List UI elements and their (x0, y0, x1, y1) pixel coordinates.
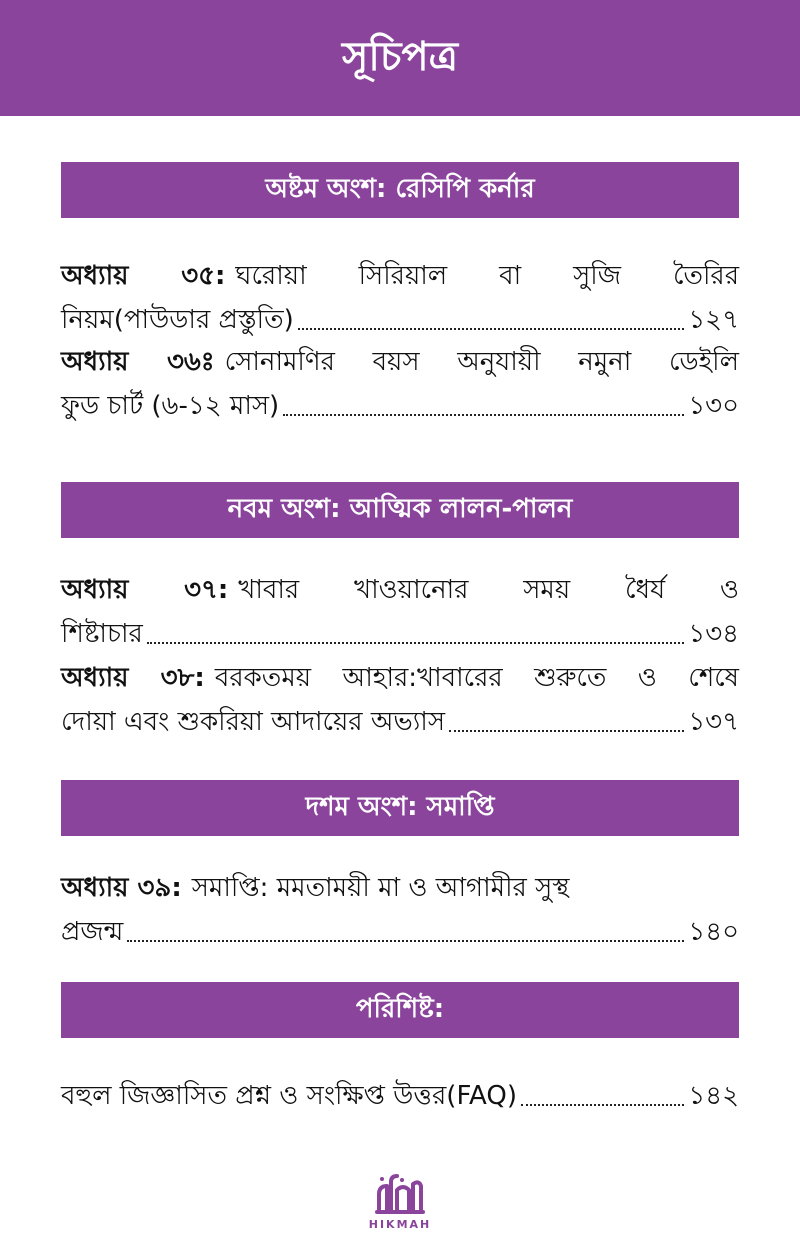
dot-leader (283, 414, 684, 416)
entry-title-part1: ঘরোয়া সিরিয়াল বা সুজি তৈরির (235, 261, 740, 291)
hikmah-logo (366, 1172, 434, 1238)
entry-title-part2: প্রজন্ম (61, 917, 124, 947)
hikmah-logo-icon (373, 1172, 427, 1216)
entry-title-part2: ফুড চার্ট (৬-১২ মাস) (61, 391, 280, 421)
entry-title-part1: সমাপ্তি: মমতাময়ী মা ও আগামীর সুস্থ (191, 873, 570, 903)
entry-line-1 (61, 340, 739, 384)
section-header-10 (61, 780, 739, 836)
entry-line (61, 1074, 739, 1118)
entry-title-part2: দোয়া এবং শুকরিয়া আদায়ের অভ্যাস (61, 707, 446, 737)
page-number: ১৩০ (688, 391, 739, 421)
section-title: পরিশিষ্ট: (355, 994, 445, 1024)
section-header-8 (61, 162, 739, 218)
chapter-label: অধ্যায় ৩৭: (61, 575, 229, 605)
entry-line-2 (61, 298, 739, 342)
page-number: ১৪২ (688, 1081, 739, 1111)
logo-text: HIKMAH (368, 1218, 432, 1231)
dot-leader (127, 940, 684, 942)
page-number: ১৪০ (688, 917, 739, 947)
section-header-appendix (61, 982, 739, 1038)
section-header-9 (61, 482, 739, 538)
entry-title-part2: শিষ্টাচার (61, 619, 143, 649)
dot-leader (521, 1104, 684, 1106)
chapter-label: অধ্যায় ৩৮: (61, 663, 205, 693)
chapter-label: অধ্যায় ৩৯: (61, 873, 182, 903)
entry-line-2 (61, 700, 739, 744)
entry-line-1 (61, 254, 739, 298)
toc-entry-38[interactable] (61, 656, 739, 744)
entry-line-2 (61, 384, 739, 428)
chapter-label: অধ্যায় ৩৫: (61, 261, 226, 291)
page-title: সূচিপত্র (342, 33, 458, 80)
entry-title-part1: বরকতময় আহার:খাবারের শুরুতে ও শেষে (214, 663, 740, 693)
entry-line-1 (61, 866, 739, 910)
section-title: অষ্টম অংশ: রেসিপি কর্নার (265, 174, 535, 204)
page-number: ১৩৪ (688, 619, 739, 649)
section-title: নবম অংশ: আত্মিক লালন-পালন (227, 494, 573, 524)
toc-entry-35[interactable] (61, 254, 739, 342)
section-title: দশম অংশ: সমাপ্তি (305, 792, 495, 822)
dot-leader (449, 730, 684, 732)
entry-title-part1: খাবার খাওয়ানোর সময় ধৈর্য ও (238, 575, 739, 605)
entry-title: বহুল জিজ্ঞাসিত প্রশ্ন ও সংক্ষিপ্ত উত্তর(FAQ) (61, 1081, 517, 1111)
entry-line-1 (61, 568, 739, 612)
toc-entry-39[interactable] (61, 866, 739, 954)
entry-line-2 (61, 612, 739, 656)
header-bar (0, 0, 800, 116)
dot-leader (147, 642, 685, 644)
toc-entry-37[interactable] (61, 568, 739, 656)
chapter-label: অধ্যায় ৩৬ঃ (61, 347, 215, 377)
entry-line-2 (61, 910, 739, 954)
page-number: ১৩৭ (688, 707, 739, 737)
toc-entry-faq[interactable] (61, 1074, 739, 1118)
entry-title-part1: সোনামণির বয়স অনুযায়ী নমুনা ডেইলি (224, 347, 739, 377)
entry-title-part2: নিয়ম(পাউডার প্রস্তুতি) (61, 305, 294, 335)
entry-line-1 (61, 656, 739, 700)
dot-leader (298, 328, 685, 330)
toc-entry-36[interactable] (61, 340, 739, 428)
page-number: ১২৭ (688, 305, 739, 335)
